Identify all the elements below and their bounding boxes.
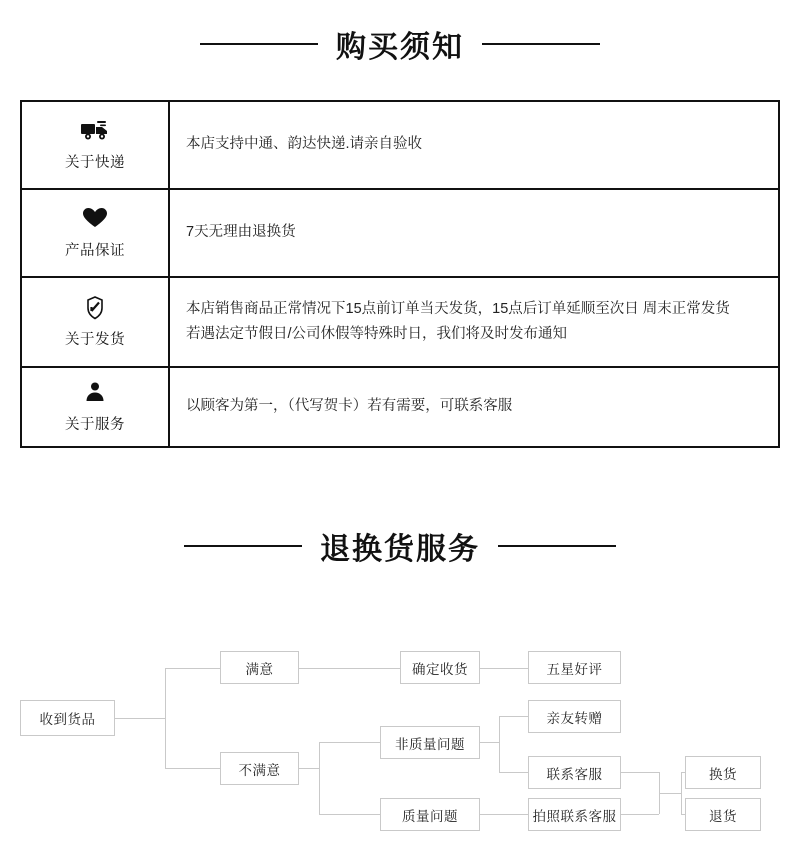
flow-edge: [165, 768, 220, 769]
table-row: [21, 277, 779, 367]
notice-label-text: 产品保证: [65, 242, 125, 259]
return-title-text: 退换货服务: [320, 533, 480, 566]
flow-node-five-star-review: 五星好评: [528, 651, 621, 684]
title-rule-right: [498, 545, 616, 547]
notice-label-text: 关于服务: [65, 416, 125, 433]
notice-label-cell-service: [21, 367, 169, 447]
table-row: [21, 189, 779, 277]
flow-edge: [319, 742, 380, 743]
heart-icon: [26, 207, 164, 237]
flow-node-refund: 退货: [685, 798, 761, 831]
notice-title-text: 购买须知: [336, 31, 464, 64]
notice-content-cell-express: [169, 101, 779, 189]
flow-edge: [659, 793, 681, 794]
flow-edge: [319, 742, 320, 814]
flow-node-non-quality-issue: 非质量问题: [380, 726, 480, 759]
notice-content-line: 7天无理由退换货: [186, 224, 296, 241]
badge-check-icon: [26, 296, 164, 326]
flow-edge: [480, 814, 528, 815]
return-flowchart: [0, 600, 800, 863]
notice-content-cell-service: [169, 367, 779, 447]
notice-content-cell-guarantee: [169, 189, 779, 277]
notice-label-cell-express: [21, 101, 169, 189]
flow-node-unsatisfied: 不满意: [220, 752, 299, 785]
title-rule-left: [184, 545, 302, 547]
flow-edge: [319, 814, 380, 815]
notice-label-cell-guarantee: [21, 189, 169, 277]
notice-label-text: 关于快递: [65, 154, 125, 171]
flow-edge: [499, 716, 528, 717]
notice-content-line: 若遇法定节假日/公司休假等特殊时日，我们将及时发布通知: [186, 326, 568, 342]
purchase-notice-table: [20, 100, 780, 448]
flow-node-quality-issue: 质量问题: [380, 798, 480, 831]
flow-edge: [621, 814, 659, 815]
notice-content-line: 本店销售商品正常情况下15点前订单当天发货，15点后订单延顺至次日 周末正常发货: [186, 300, 730, 317]
flow-node-contact-service: 联系客服: [528, 756, 621, 789]
flow-edge: [299, 668, 400, 669]
flow-node-confirm-receipt: 确定收货: [400, 651, 480, 684]
flow-edge: [165, 668, 220, 669]
flow-edge: [499, 716, 500, 772]
flow-edge: [115, 718, 165, 719]
table-row: [21, 101, 779, 189]
flow-edge: [165, 668, 166, 768]
notice-content-cell-shipping: [169, 277, 779, 367]
notice-content-line: 本店支持中通、韵达快递.请亲自验收: [186, 136, 423, 153]
flow-edge: [480, 742, 499, 743]
flow-edge: [681, 772, 682, 814]
return-section-title: [0, 524, 800, 568]
flow-node-exchange: 换货: [685, 756, 761, 789]
flow-edge: [480, 668, 528, 669]
flow-node-start: 收到货品: [20, 700, 115, 736]
truck-icon: [26, 119, 164, 149]
notice-content-line: 以顾客为第一，（代写贺卡）若有需要，可联系客服: [186, 398, 513, 415]
notice-label-cell-shipping: [21, 277, 169, 367]
flow-node-photo-contact-service: 拍照联系客服: [528, 798, 621, 831]
table-row: [21, 367, 779, 447]
flow-edge: [499, 772, 528, 773]
notice-section-title: [0, 22, 800, 66]
title-rule-right: [482, 43, 600, 45]
person-icon: [26, 381, 164, 411]
notice-label-text: 关于发货: [65, 331, 125, 348]
flow-node-gift-to-friend: 亲友转赠: [528, 700, 621, 733]
flow-edge: [299, 768, 319, 769]
flow-node-satisfied: 满意: [220, 651, 299, 684]
flow-edge: [621, 772, 659, 773]
title-rule-left: [200, 43, 318, 45]
